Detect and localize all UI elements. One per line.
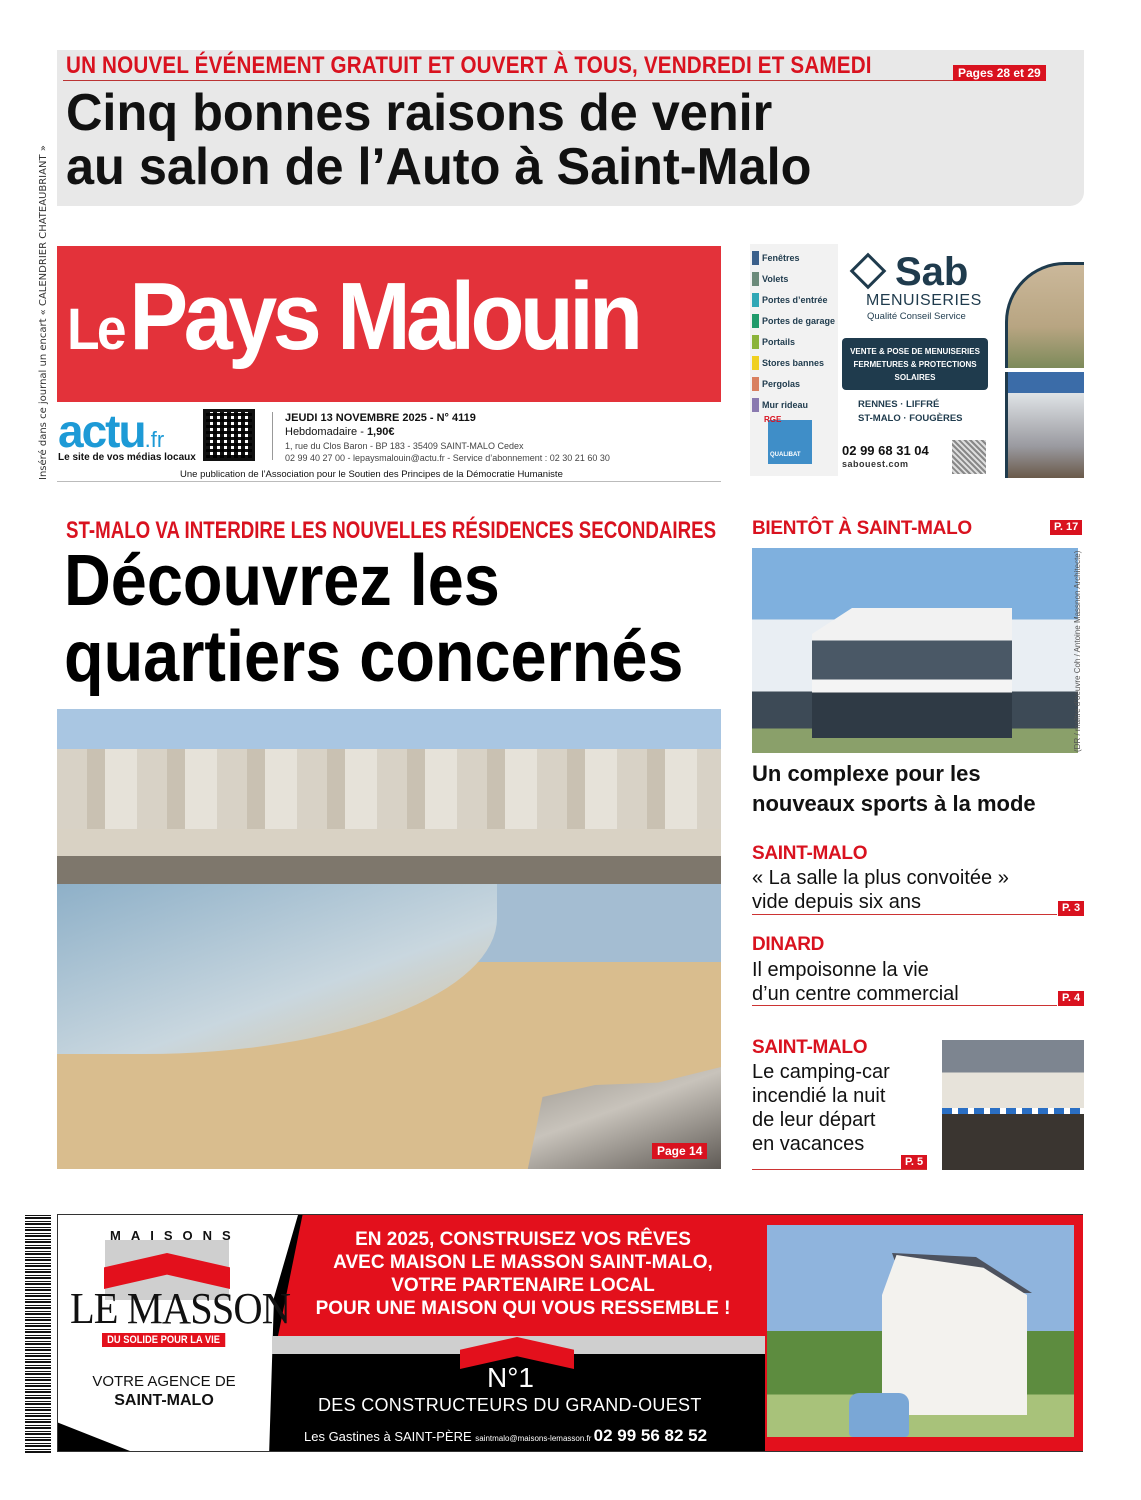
le-masson-maisons: MAISONS [110, 1228, 241, 1243]
photo-car [849, 1393, 909, 1437]
le-masson-agency [86, 1372, 242, 1410]
sab-services-box [842, 338, 988, 390]
headline-line: Découvrez les [64, 541, 500, 621]
headline-line: vide depuis six ans [752, 891, 921, 913]
issue-date-number: JEUDI 13 NOVEMBRE 2025 - N° 4119 [285, 412, 476, 424]
photo-city-skyline [57, 749, 721, 829]
story3-page-badge[interactable]: P. 4 [1058, 991, 1084, 1006]
le-masson-phone[interactable]: 02 99 56 82 52 [593, 1426, 708, 1445]
sab-tagline: Qualité Conseil Service [867, 311, 966, 322]
lead-story-photo-beach[interactable] [57, 709, 721, 1169]
promo-line: VOTRE PARTENAIRE LOCAL [391, 1275, 655, 1296]
promo-line: AVEC MAISON LE MASSON SAINT-MALO, [333, 1252, 713, 1273]
sab-product-item: Portes d’entrée [752, 293, 828, 307]
story1-headline[interactable] [752, 759, 1036, 819]
story4-headline[interactable] [752, 1060, 890, 1156]
rge-label: RGE [764, 415, 782, 424]
divider [272, 412, 273, 460]
sab-product-item: Mur rideau [752, 398, 808, 412]
promo-line: POUR UNE MAISON QUI VOUS RESSEMBLE ! [315, 1298, 731, 1319]
headline-line: « La salle la plus convoitée » [752, 867, 1009, 889]
headline-line: en vacances [752, 1133, 865, 1155]
story1-page-badge[interactable]: P. 17 [1050, 520, 1082, 535]
sab-cities [858, 398, 963, 426]
le-masson-slogan: DU SOLIDE POUR LA VIE [102, 1333, 225, 1347]
actu-tagline: Le site de vos médias locaux [58, 452, 196, 463]
sab-product-item: Pergolas [752, 377, 800, 391]
headline-line: nouveaux sports à la mode [752, 791, 1036, 816]
sab-service: SOLAIRES [894, 373, 936, 382]
headline-line: quartiers concernés [64, 617, 684, 697]
story2-headline[interactable] [752, 866, 1009, 914]
sab-service: VENTE & POSE DE MENUISERIES [850, 347, 980, 356]
headline-line: Le camping-car [752, 1061, 890, 1083]
actu-logo-tld: .fr [144, 427, 165, 452]
contact-info: 02 99 40 27 00 - lepaysmalouin@actu.fr - Service d’abonnement : 02 30 21 60 30 [285, 453, 610, 463]
sab-product-item: Volets [752, 272, 788, 286]
headline-line: Cinq bonnes raisons de venir [66, 84, 773, 142]
story4-page-badge[interactable]: P. 5 [901, 1155, 927, 1170]
headline-line: Un complexe pour les [752, 761, 981, 786]
story4-photo-burnt-campervan[interactable] [942, 1040, 1084, 1170]
divider [752, 1005, 1057, 1006]
lead-story-page-badge[interactable]: Page 14 [652, 1143, 707, 1159]
sab-qr-code-icon[interactable] [952, 440, 986, 474]
barcode-icon [25, 1215, 51, 1453]
sab-city-line: RENNES · LIFFRÉ [858, 399, 940, 410]
agency-city: SAINT-MALO [114, 1392, 214, 1409]
headline-line: au salon de l’Auto à Saint-Malo [66, 138, 812, 196]
actu-logo[interactable] [58, 404, 164, 458]
top-banner-headline[interactable] [66, 86, 811, 194]
price: 1,90€ [366, 426, 395, 438]
story3-headline[interactable] [752, 958, 959, 1006]
photo-police-tape [942, 1108, 1084, 1114]
top-banner-kicker: UN NOUVEL ÉVÉNEMENT GRATUIT ET OUVERT À TOUS, VENDREDI ET SAMEDI [66, 52, 872, 79]
insert-notice: Inséré dans ce journal un encart « CALENDRIER CHATEAUBRIANT » [38, 145, 49, 480]
le-masson-house-photo [767, 1225, 1074, 1437]
sab-product-item: Stores bannes [752, 356, 824, 370]
headline-line: d’un centre commercial [752, 983, 959, 1005]
sab-product-item: Portes de garage [752, 314, 835, 328]
frequency: Hebdomadaire - [285, 426, 367, 438]
agency-line: VOTRE AGENCE DE [92, 1373, 236, 1390]
postal-address: 1, rue du Clos Baron - BP 183 - 35409 SAINT-MALO Cedex [285, 441, 524, 451]
lead-story-kicker: ST-MALO VA INTERDIRE LES NOUVELLES RÉSIDENCES SECONDAIRES [66, 517, 717, 544]
story3-kicker: DINARD [752, 934, 825, 955]
promo-line: EN 2025, CONSTRUISEZ VOS RÊVES [355, 1229, 691, 1250]
sab-city-line: ST-MALO · FOUGÈRES [858, 413, 963, 424]
newspaper-title[interactable] [67, 262, 638, 372]
sab-product-item: Portails [752, 335, 795, 349]
photo-credit: (DR / maître d’oeuvre Coh / Antoine Massnon Architecte) [1073, 550, 1082, 752]
headline-line: de leur départ [752, 1109, 876, 1131]
headline-line: incendié la nuit [752, 1085, 886, 1107]
story1-photo-sports-complex[interactable] [752, 548, 1078, 753]
actu-logo-text: actu [58, 405, 145, 457]
photo-sea [57, 884, 497, 1054]
le-masson-contact [304, 1426, 707, 1446]
le-masson-promo-text [288, 1228, 758, 1320]
le-masson-rank-text: DES CONSTRUCTEURS DU GRAND-OUEST [318, 1395, 702, 1415]
divider [752, 914, 1057, 915]
sab-brand-sub: MENUISERIES [866, 292, 982, 309]
story2-kicker: SAINT-MALO [752, 843, 868, 864]
divider [752, 1169, 927, 1170]
top-banner-page-badge[interactable]: Pages 28 et 29 [953, 65, 1046, 81]
sab-product-item: Fenêtres [752, 251, 800, 265]
lead-story-headline[interactable] [64, 543, 683, 695]
qualibat-label: QUALIBAT [770, 452, 801, 458]
headline-line: Il empoisonne la vie [752, 959, 929, 981]
divider [63, 80, 953, 81]
story2-page-badge[interactable]: P. 3 [1058, 901, 1084, 916]
le-masson-address: Les Gastines à SAINT-PÈRE [304, 1429, 476, 1444]
photo-building [812, 608, 1012, 738]
title-le: Le [67, 297, 124, 362]
sab-photo-pergola [1005, 372, 1084, 478]
sab-service: FERMETURES & PROTECTIONS [853, 360, 977, 369]
title-main: Pays Malouin [129, 263, 639, 370]
frequency-price [285, 426, 394, 438]
le-masson-rank: N°1 [487, 1362, 534, 1393]
story4-kicker: SAINT-MALO [752, 1037, 868, 1058]
sab-website-link[interactable]: sabouest.com [842, 459, 909, 469]
story1-kicker: BIENTÔT À SAINT-MALO [752, 518, 972, 539]
publisher-line: Une publication de l’Association pour le Soutien des Principes de la Démocratie Humaniste [180, 469, 563, 480]
qr-code-icon[interactable] [203, 409, 255, 461]
le-masson-email[interactable]: saintmalo@maisons-lemasson.fr [475, 1434, 594, 1443]
sab-brand: Sab [895, 250, 969, 294]
le-masson-brand: LE MASSON [70, 1284, 291, 1333]
divider [57, 481, 721, 482]
sab-phone[interactable]: 02 99 68 31 04 [842, 443, 929, 458]
